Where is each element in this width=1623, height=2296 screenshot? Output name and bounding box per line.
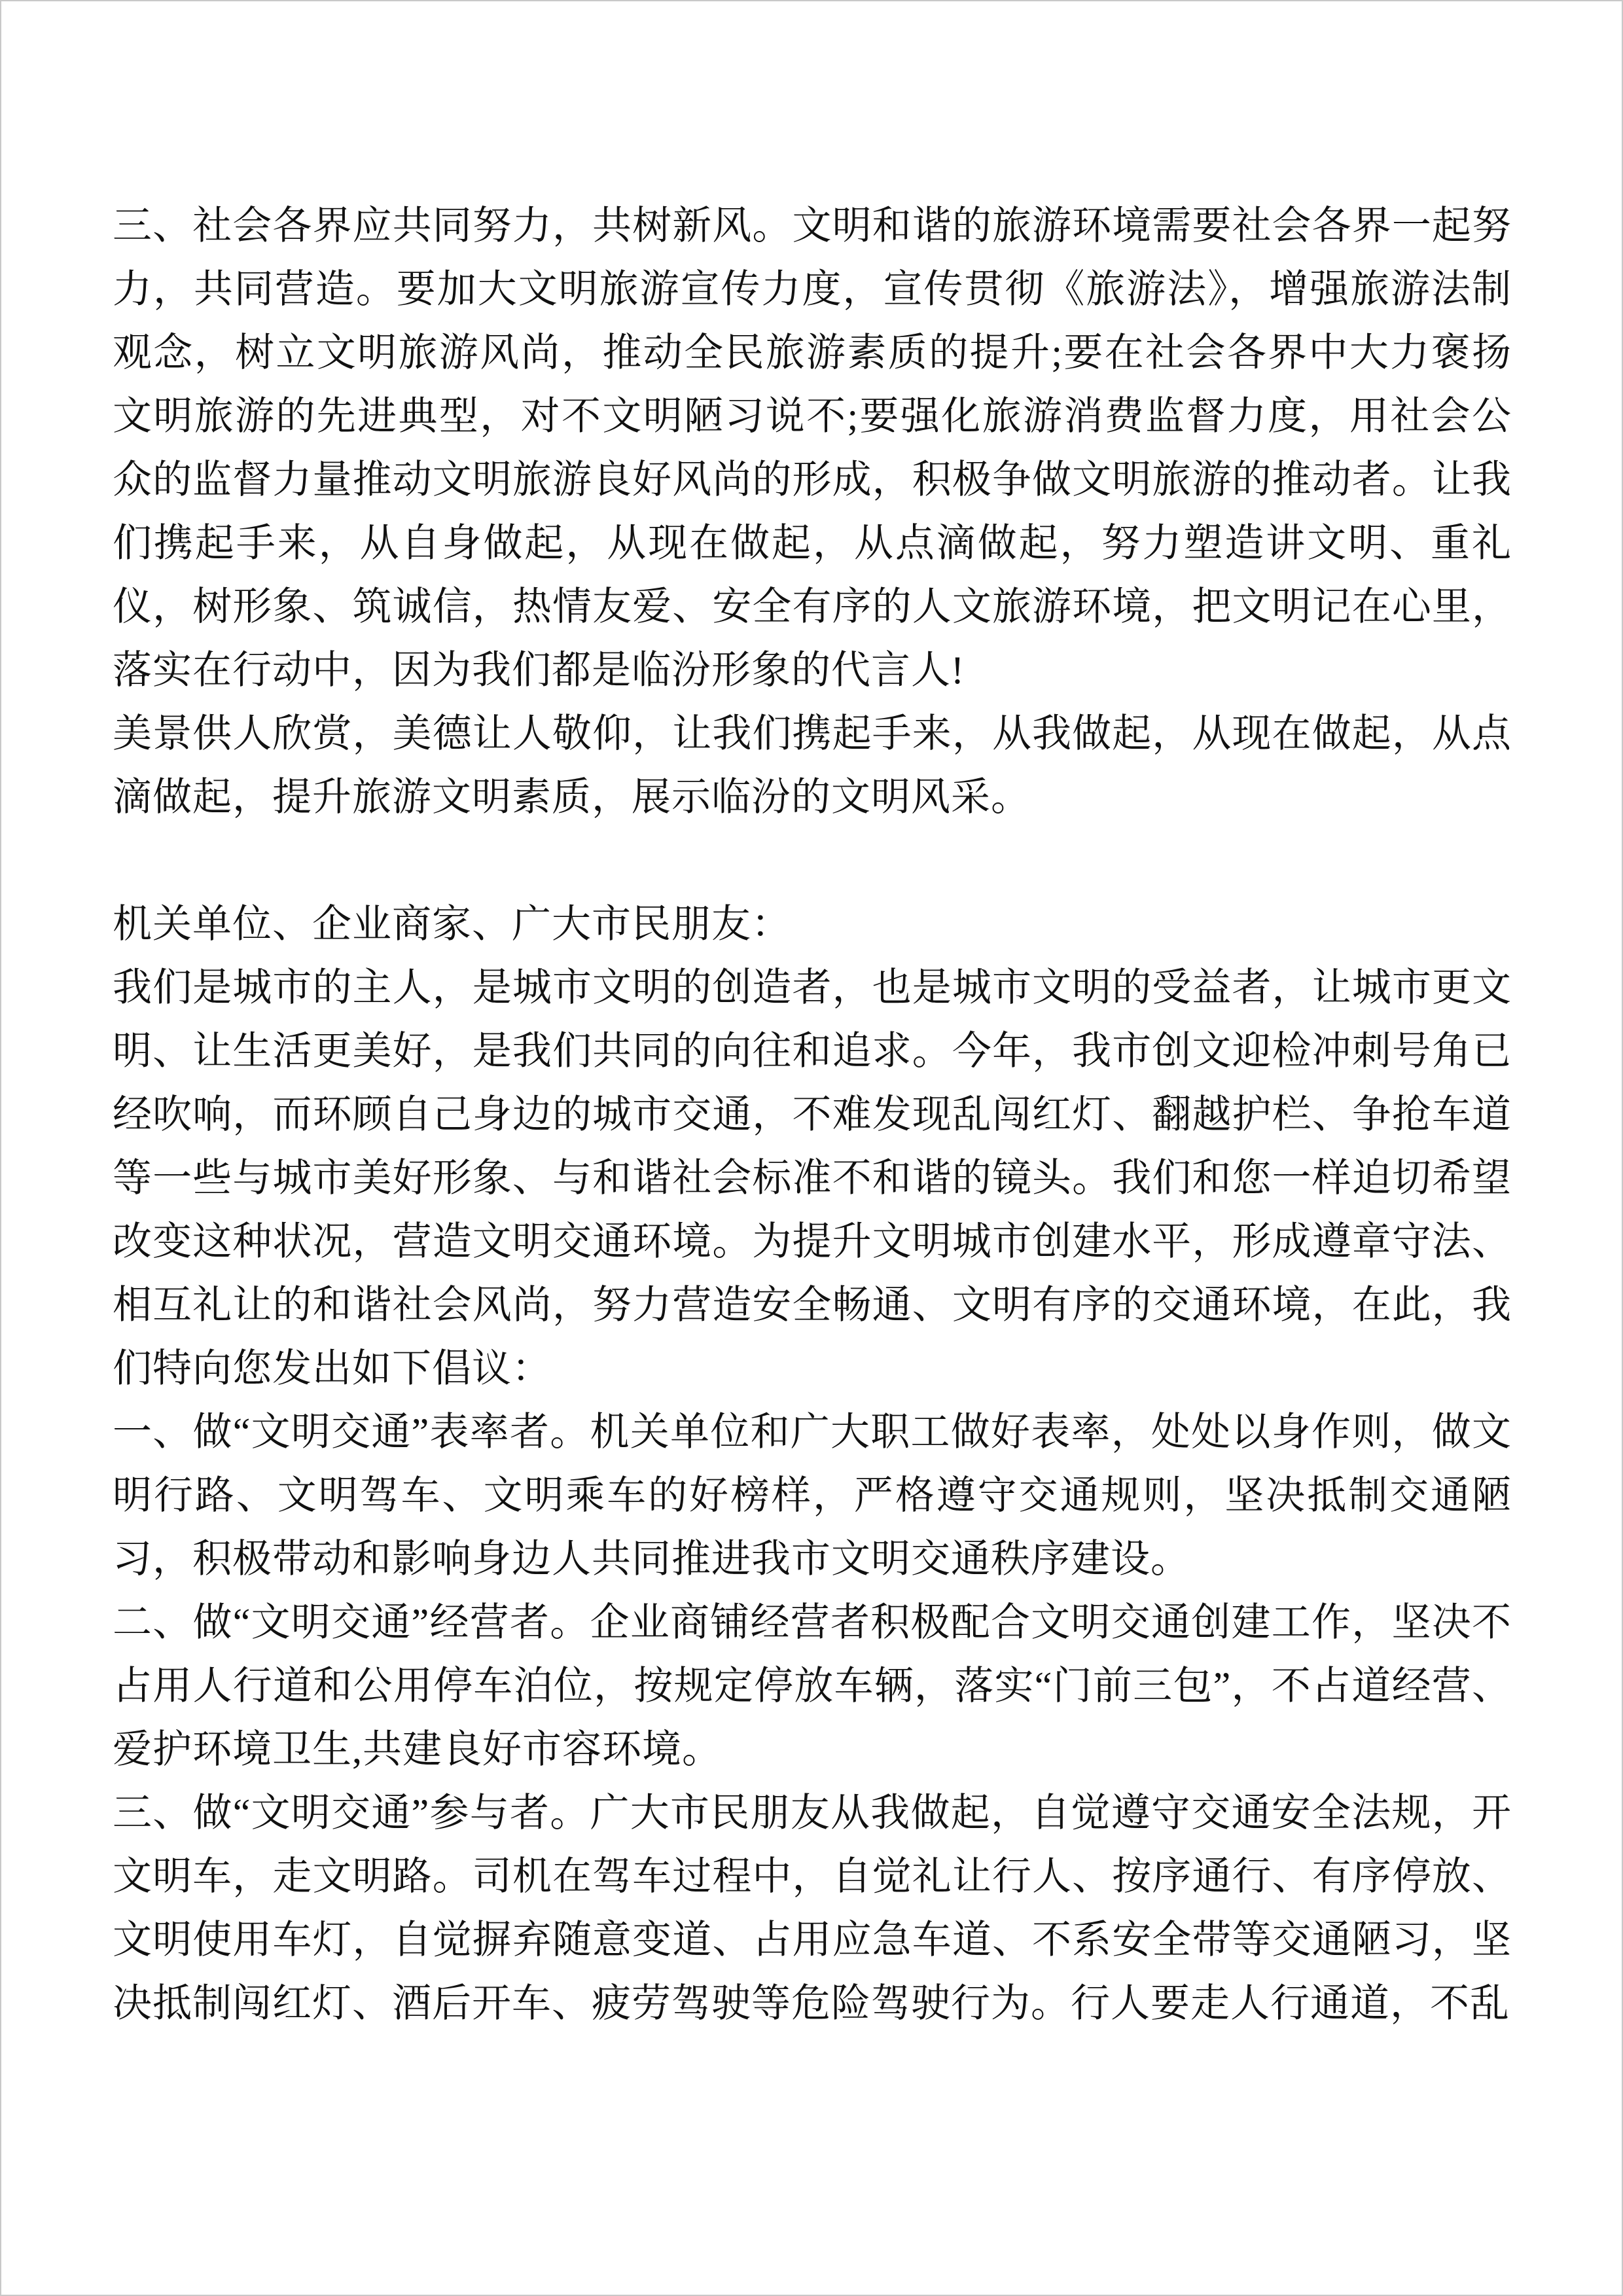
paragraph-traffic-item-three: 三、做“文明交通”参与者。广大市民朋友从我做起，自觉遵守交通安全法规，开文明车，走文明路。司机在驾车过程中，自觉礼让行人、按序通行、有序停放、文明使用车灯，自觉摒弃随意变道、占用应急车道、不系安全带等交通陋习，坚决抵制闯红灯、酒后开车、疲劳驾驶等危险驾驶行为。行人要走人行通道，不乱 (113, 1791, 1512, 2025)
paragraph-tourism-section-three: 三、社会各界应共同努力，共树新风。文明和谐的旅游环境需要社会各界一起努力，共同营造。要加大文明旅游宣传力度，宣传贯彻《旅游法》，增强旅游法制观念，树立文明旅游风尚，推动全民旅游素质的提升;要在社会各界中大力褒扬文明旅游的先进典型，对不文明陋习说不;要强化旅游消费监督力度，用社会公众的监督力量推动文明旅游良好风尚的形成，积极争做文明旅游的推动者。让我们携起手来，从自身做起，从现在做起，从点滴做起，努力塑造讲文明、重礼仪，树形象、筑诚信，热情友爱、安全有序的人文旅游环境，把文明记在心里，落实在行动中，因为我们都是临汾形象的代言人! (113, 204, 1512, 692)
paragraph-tourism-closing: 美景供人欣赏，美德让人敬仰，让我们携起手来，从我做起，从现在做起，从点滴做起，提升旅游文明素质，展示临汾的文明风采。 (113, 712, 1512, 819)
paragraph-traffic-item-one: 一、做“文明交通”表率者。机关单位和广大职工做好表率，处处以身作则，做文明行路、文明驾车、文明乘车的好榜样，严格遵守交通规则，坚决抵制交通陋习，积极带动和影响身边人共同推进我市文明交通秩序建设。 (113, 1410, 1512, 1581)
blank-line (113, 829, 1512, 893)
paragraph-traffic-intro: 我们是城市的主人，是城市文明的创造者，也是城市文明的受益者，让城市更文明、让生活更美好，是我们共同的向往和追求。今年，我市创文迎检冲刺号角已经吹响，而环顾自己身边的城市交通，不难发现乱闯红灯、翻越护栏、争抢车道等一些与城市美好形象、与和谐社会标准不和谐的镜头。我们和您一样迫切希望改变这种状况，营造文明交通环境。为提升文明城市创建水平，形成遵章守法、相互礼让的和谐社会风尚，努力营造安全畅通、文明有序的交通环境，在此，我们特向您发出如下倡议： (113, 966, 1512, 1390)
paragraph-salutation: 机关单位、企业商家、广大市民朋友： (113, 903, 791, 946)
paragraph-traffic-item-two: 二、做“文明交通”经营者。企业商铺经营者积极配合文明交通创建工作，坚决不占用人行道和公用停车泊位，按规定停放车辆，落实“门前三包”，不占道经营、爱护环境卫生,共建良好市容环境。 (113, 1601, 1512, 1771)
